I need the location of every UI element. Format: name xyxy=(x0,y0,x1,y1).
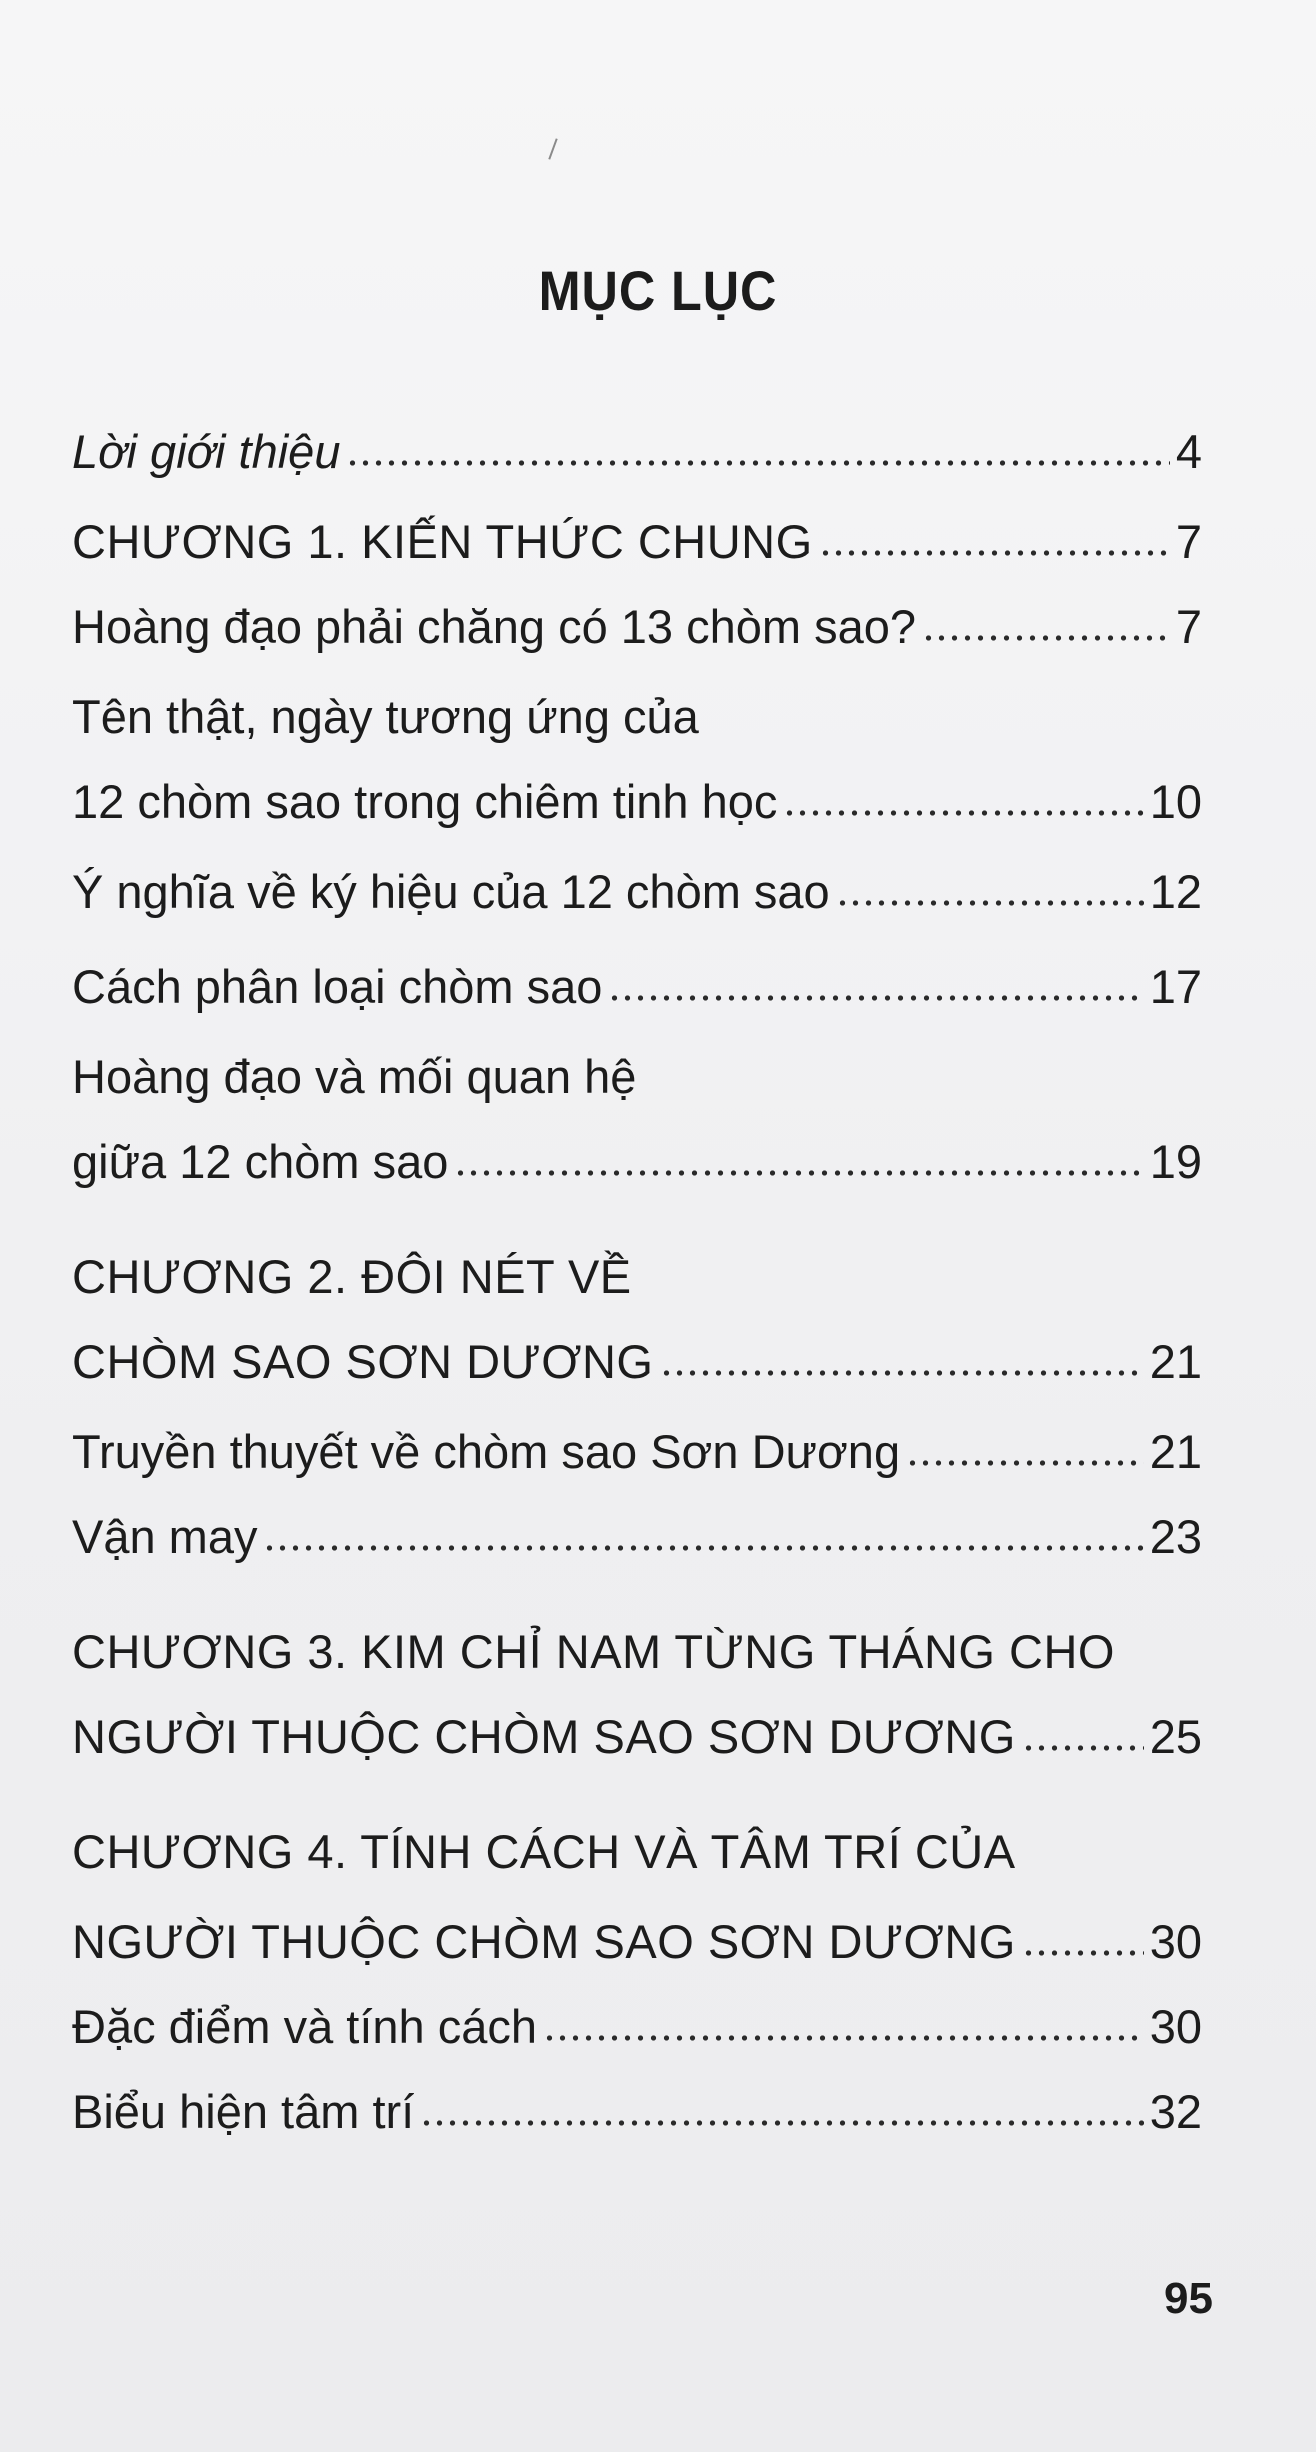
dot-leader xyxy=(263,1543,1143,1553)
toc-entry-page: 32 xyxy=(1149,2085,1202,2138)
toc-entry-page: 10 xyxy=(1149,775,1202,828)
toc-entry xyxy=(72,420,1202,484)
toc-entry-page: 21 xyxy=(1149,1335,1202,1388)
toc-entry xyxy=(72,510,1202,574)
toc-entry xyxy=(72,860,1202,924)
toc-entry-title: Tên thật, ngày tương ứng của xyxy=(72,690,699,743)
dot-leader xyxy=(906,1458,1144,1468)
toc-entry-page: 12 xyxy=(1149,865,1202,918)
dot-leader xyxy=(922,633,1170,643)
toc-entry-title: Hoàng đạo phải chăng có 13 chòm sao? xyxy=(72,600,917,653)
dot-leader xyxy=(660,1368,1144,1378)
toc-entry-page: 7 xyxy=(1175,515,1202,568)
toc-entry xyxy=(72,1045,1202,1109)
toc-entry-page: 4 xyxy=(1175,425,1202,478)
toc-entry xyxy=(72,1420,1202,1484)
toc-entry xyxy=(72,1245,1202,1309)
toc-entry-page: 23 xyxy=(1149,1510,1202,1563)
toc-entry-title: CHÒM SAO SƠN DƯƠNG xyxy=(72,1335,654,1388)
toc-entry xyxy=(72,1620,1202,1684)
toc-entry xyxy=(72,770,1202,834)
toc-entry-title: Biểu hiện tâm trí xyxy=(72,2085,415,2138)
dot-leader xyxy=(543,2033,1144,2043)
toc-entry-page: 30 xyxy=(1149,2000,1202,2053)
page-title: MỤC LỤC xyxy=(538,259,778,322)
toc-entry-title: Ý nghĩa về ký hiệu của 12 chòm sao xyxy=(72,865,830,918)
dot-leader xyxy=(1022,1948,1144,1958)
dot-leader xyxy=(783,808,1143,818)
toc-entry xyxy=(72,1995,1202,2059)
toc-entry-page: 17 xyxy=(1149,960,1202,1013)
toc-entry-title: CHƯƠNG 4. TÍNH CÁCH VÀ TÂM TRÍ CỦA xyxy=(72,1825,1016,1878)
toc-entry-title: CHƯƠNG 2. ĐÔI NÉT VỀ xyxy=(72,1250,632,1303)
dot-leader xyxy=(454,1168,1143,1178)
toc-entry xyxy=(72,1330,1202,1394)
paper-scuff xyxy=(548,138,557,159)
toc-entry-title: Cách phân loại chòm sao xyxy=(72,960,603,1013)
toc-entry xyxy=(72,955,1202,1019)
toc-entry-title: Hoàng đạo và mối quan hệ xyxy=(72,1050,637,1103)
dot-leader xyxy=(819,548,1170,558)
toc-entry-title: Đặc điểm và tính cách xyxy=(72,2000,537,2053)
toc-entry-title: Lời giới thiệu xyxy=(72,425,341,478)
toc-entry xyxy=(72,1130,1202,1194)
page-number: 95 xyxy=(1164,2274,1213,2323)
toc-entry-title: 12 chòm sao trong chiêm tinh học xyxy=(72,775,778,828)
toc-entry xyxy=(72,1705,1202,1769)
toc-entry-title: NGƯỜI THUỘC CHÒM SAO SƠN DƯƠNG xyxy=(72,1915,1016,1968)
toc-entry-title: Vận may xyxy=(72,1510,258,1563)
toc-entry-title: CHƯƠNG 3. KIM CHỈ NAM TỪNG THÁNG CHO xyxy=(72,1625,1115,1678)
toc-entry-title: CHƯƠNG 1. KIẾN THỨC CHUNG xyxy=(72,515,813,568)
dot-leader xyxy=(346,458,1169,468)
dot-leader xyxy=(420,2118,1144,2128)
toc-entry-page: 30 xyxy=(1149,1915,1202,1968)
toc-entry-page: 19 xyxy=(1149,1135,1202,1188)
dot-leader xyxy=(608,993,1143,1003)
dot-leader xyxy=(836,898,1144,908)
toc-entry-page: 7 xyxy=(1175,600,1202,653)
toc-entry xyxy=(72,1505,1202,1569)
toc-entry-page: 25 xyxy=(1149,1710,1202,1763)
toc-entry xyxy=(72,1910,1202,1974)
toc-entry xyxy=(72,2080,1202,2144)
toc-entry xyxy=(72,685,1202,749)
toc-entry xyxy=(72,595,1202,659)
toc-entry-title: giữa 12 chòm sao xyxy=(72,1135,449,1188)
dot-leader xyxy=(1022,1743,1144,1753)
toc-entry-title: Truyền thuyết về chòm sao Sơn Dương xyxy=(72,1425,901,1478)
toc-entry-page: 21 xyxy=(1149,1425,1202,1478)
toc-entry-title: NGƯỜI THUỘC CHÒM SAO SƠN DƯƠNG xyxy=(72,1710,1016,1763)
toc-entry xyxy=(72,1820,1202,1884)
